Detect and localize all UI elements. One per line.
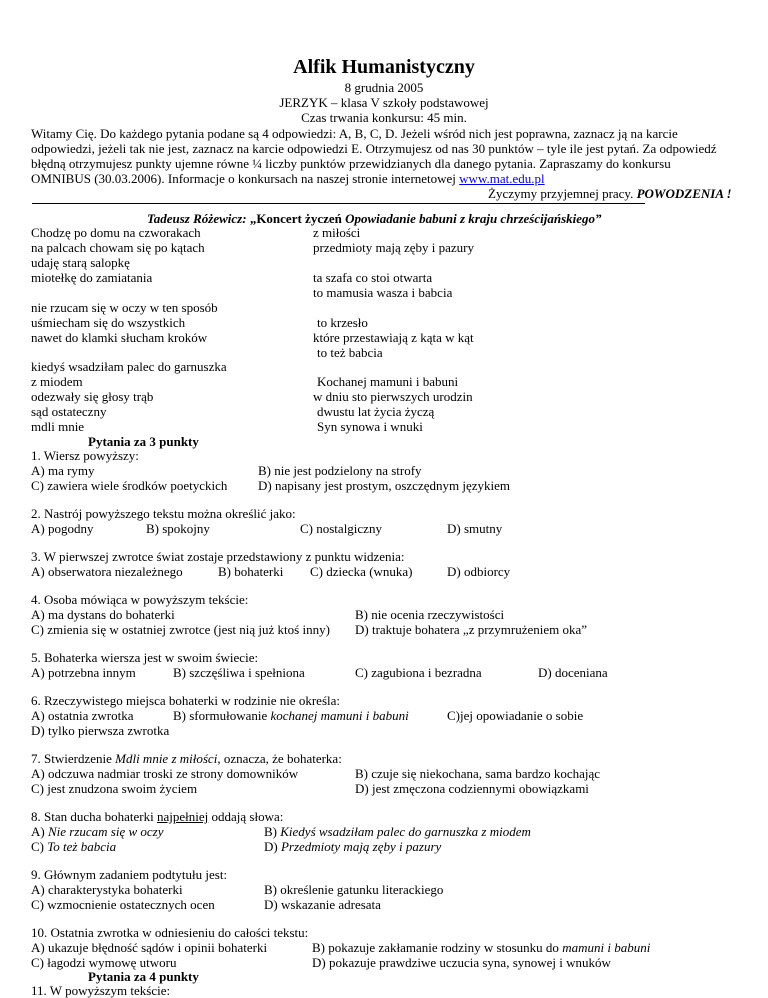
answer-a: A) obserwatora niezależnego: [31, 564, 183, 579]
question-stem: [31, 809, 283, 824]
poem-line: sąd ostateczny: [31, 404, 107, 419]
answer-b: B) bohaterki: [218, 564, 284, 579]
intro-wish: [488, 186, 732, 201]
question-stem: 3. W pierwszej zwrotce świat zostaje przedstawiony z punktu widzenia:: [31, 549, 405, 564]
answer-a: A) charakterystyka bohaterki: [31, 882, 183, 897]
intro-line: odpowiedzi, jeżeli tak nie jest, zaznacz na karcie odpowiedzi E. Otrzymujesz od nas 30 punktów – tyle ile jest pytań. Za odpowiedź: [31, 141, 717, 156]
answer-b: [312, 940, 650, 955]
stem-underlined: najpełniej: [157, 809, 209, 824]
question-stem: 9. Głównym zadaniem podtytułu jest:: [31, 867, 228, 882]
answer-b: B) nie ocenia rzeczywistości: [355, 607, 505, 622]
poem-line: miotełkę do zamiatania: [31, 270, 153, 285]
answer-a: A) pogodny: [31, 521, 94, 536]
answer-c: C) zawiera wiele środków poetyckich: [31, 478, 228, 493]
answer-d: D) tylko pierwsza zwrotka: [31, 723, 170, 738]
poem-line: w dniu sto pierwszych urodzin: [313, 389, 473, 404]
question-stem: 2. Nastrój powyższego tekstu można określić jako:: [31, 506, 296, 521]
answer-c: [31, 839, 116, 854]
question-stem: 11. W powyższym tekście:: [31, 983, 171, 998]
answer-b-text: B) pokazuje zakłamanie rodziny w stosunku do: [312, 940, 563, 955]
question-stem: 5. Bohaterka wiersza jest w swoim świecie:: [31, 650, 259, 665]
poem-line: na palcach chowam się po kątach: [31, 240, 205, 255]
answer-d: D) odbiorcy: [447, 564, 511, 579]
answer-italic: To też babcia: [47, 839, 117, 854]
poem-line: Syn synowa i wnuki: [317, 419, 423, 434]
poem-line: dwustu lat życia życzą: [317, 404, 435, 419]
question-stem: 4. Osoba mówiąca w powyższym tekście:: [31, 592, 249, 607]
answer-c: C) łagodzi wymowę utworu: [31, 955, 177, 970]
answer-a: [31, 824, 164, 839]
poem-line: kiedyś wsadziłam palec do garnuszka: [31, 359, 227, 374]
poem-line: Chodzę po domu na czworakach: [31, 225, 201, 240]
answer-d: D) traktuje bohatera „z przymrużeniem oka”: [355, 622, 588, 637]
answer-b: B) nie jest podzielony na strofy: [258, 463, 422, 478]
intro-line: [31, 171, 545, 186]
answer-c: C) jest znudzona swoim życiem: [31, 781, 198, 796]
stem-text: , oznacza, że bohaterka:: [217, 751, 342, 766]
poem-line: ta szafa co stoi otwarta: [313, 270, 433, 285]
answer-a: A) ma rymy: [31, 463, 95, 478]
answer-d: D) doceniana: [538, 665, 608, 680]
answer-b: B) czuje się niekochana, sama bardzo kochając: [355, 766, 601, 781]
poem-line: to też babcia: [317, 345, 383, 360]
poem-line: z miodem: [31, 374, 83, 389]
poem-line: to mamusia wasza i babcia: [313, 285, 453, 300]
answer-b: B) określenie gatunku literackiego: [264, 882, 444, 897]
answer-a: A) potrzebna innym: [31, 665, 136, 680]
contest-subject: JERZYK – klasa V szkoły podstawowej: [279, 95, 489, 110]
intro-line-text: OMNIBUS (30.03.2006). Informacje o konkursach na naszej stronie internetowej: [31, 171, 460, 186]
stem-text: 7. Stwierdzenie: [31, 751, 116, 766]
answer-a: A) ma dystans do bohaterki: [31, 607, 175, 622]
answer-b: B) szczęśliwa i spełniona: [173, 665, 305, 680]
poem-line: przedmioty mają zęby i pazury: [313, 240, 474, 255]
answer-c: C) zagubiona i bezradna: [355, 665, 482, 680]
section-heading-3pt: Pytania za 3 punkty: [88, 434, 199, 449]
poem-line: Kochanej mamuni i babuni: [317, 374, 459, 389]
answer-c: C) wzmocnienie ostatecznych ocen: [31, 897, 215, 912]
answer-italic: Nie rzucam się w oczy: [47, 824, 164, 839]
answer-a: A) odczuwa nadmiar troski ze strony domowników: [31, 766, 299, 781]
stem-italic: Mdli mnie z miłości: [115, 751, 218, 766]
answer-a: A) ostatnia zwrotka: [31, 708, 134, 723]
answer-letter: B): [264, 824, 281, 839]
poem-line: nie rzucam się w oczy w ten sposób: [31, 300, 218, 315]
answer-a: A) ukazuje błędność sądów i opinii bohaterki: [31, 940, 268, 955]
answer-b: [264, 824, 531, 839]
wish-bold: POWODZENIA !: [636, 186, 732, 201]
answer-c: C)jej opowiadanie o sobie: [447, 708, 584, 723]
question-stem: 10. Ostatnia zwrotka w odniesieniu do całości tekstu:: [31, 925, 309, 940]
intro-line: Witamy Cię. Do każdego pytania podane są 4 odpowiedzi: A, B, C, D. Jeżeli wśród nich jest poprawna, zaznacz ją na karcie: [31, 126, 678, 141]
answer-b: [173, 708, 409, 723]
contest-duration: Czas trwania konkursu: 45 min.: [301, 110, 467, 125]
answer-d: D) napisany jest prostym, oszczędnym językiem: [258, 478, 510, 493]
answer-c: C) zmienia się w ostatniej zwrotce (jest nią już ktoś inny): [31, 622, 330, 637]
poem-line: odezwały się głosy trąb: [31, 389, 154, 404]
intro-line: błędną otrzymujesz punkty ujemne równe ¼ liczby punktów przewidzianych dla danego pytania. Zapraszamy do konkursu: [31, 156, 671, 171]
poem-subtitle: Opowiadanie babuni z kraju chrześcijańskiego”: [345, 211, 602, 226]
answer-d: D) smutny: [447, 521, 503, 536]
divider-line: [32, 203, 645, 204]
answer-italic: Kiedyś wsadziłam palec do garnuszka z miodem: [280, 824, 531, 839]
poem-line: które przestawiają z kąta w kąt: [313, 330, 474, 345]
question-stem: 1. Wiersz powyższy:: [31, 448, 139, 463]
poem-line: udaję starą salopkę: [31, 255, 130, 270]
answer-italic: Przedmioty mają zęby i pazury: [280, 839, 442, 854]
answer-letter: A): [31, 824, 48, 839]
poem-title: „Koncert życzeń: [249, 211, 346, 226]
answer-c: C) nostalgiczny: [300, 521, 382, 536]
website-link[interactable]: www.mat.edu.pl: [459, 171, 545, 186]
answer-letter: D): [264, 839, 281, 854]
answer-c: C) dziecka (wnuka): [310, 564, 413, 579]
poem-line: to krzesło: [317, 315, 368, 330]
answer-b: B) spokojny: [146, 521, 210, 536]
answer-letter: C): [31, 839, 48, 854]
question-stem: 6. Rzeczywistego miejsca bohaterki w rodzinie nie określa:: [31, 693, 341, 708]
answer-d: D) pokazuje prawdziwe uczucia syna, synowej i wnuków: [312, 955, 611, 970]
answer-b-italic: mamuni i babuni: [562, 940, 651, 955]
question-stem: [31, 751, 342, 766]
poem-line: uśmiecham się do wszystkich: [31, 315, 186, 330]
stem-text: 8. Stan ducha bohaterki: [31, 809, 157, 824]
poem-line: nawet do klamki słucham kroków: [31, 330, 208, 345]
poem-heading: [147, 211, 602, 226]
poem-line: z miłości: [313, 225, 361, 240]
poem-author: Tadeusz Różewicz:: [147, 211, 250, 226]
answer-d: D) wskazanie adresata: [264, 897, 381, 912]
stem-text: oddają słowa:: [208, 809, 284, 824]
wish-text: Życzymy przyjemnej pracy.: [488, 186, 637, 201]
poem-line: mdli mnie: [31, 419, 85, 434]
contest-date: 8 grudnia 2005: [344, 80, 424, 95]
answer-d: [264, 839, 441, 854]
page-title: Alfik Humanistyczny: [293, 56, 475, 78]
section-heading-4pt: Pytania za 4 punkty: [88, 969, 199, 984]
answer-b-text: B) sformułowanie: [173, 708, 271, 723]
answer-d: D) jest zmęczona codziennymi obowiązkami: [355, 781, 589, 796]
answer-b-italic: kochanej mamuni i babuni: [270, 708, 409, 723]
